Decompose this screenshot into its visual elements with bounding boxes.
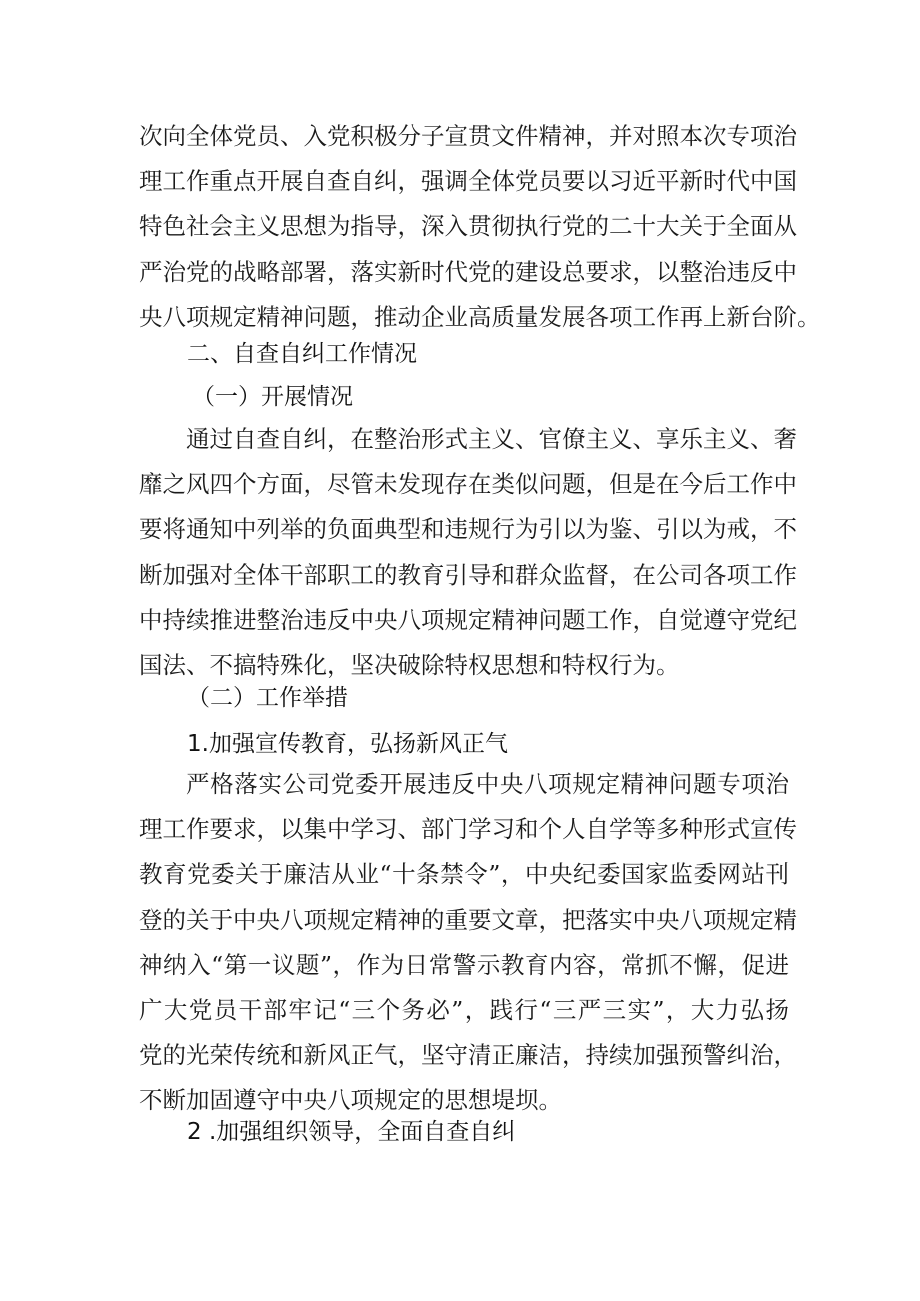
paragraph-line: 国法、不搞特殊化，坚决破除特权思想和特权行为。 xyxy=(139,651,680,680)
paragraph-line: 特色社会主义思想为指导，深入贯彻执行党的二十大关于全面从 xyxy=(139,212,797,241)
paragraph-line: 靡之风四个方面，尽管未发现存在类似问题，但是在今后工作中 xyxy=(139,470,797,499)
progress-paragraph xyxy=(139,417,797,688)
paragraph-line: 次向全体党员、入党积极分子宣贯文件精神，并对照本次专项治 xyxy=(139,122,797,150)
paragraph-line: 中持续推进整治违反中央八项规定精神问题工作，自觉遵守党纪 xyxy=(139,605,797,634)
paragraph-line: 通过自查自纠，在整治形式主义、官僚主义、享乐主义、奢 xyxy=(186,425,797,453)
intro-paragraph xyxy=(139,114,821,340)
item-heading: 2 .加强组织领导，全面自查自纠 xyxy=(187,1119,516,1145)
paragraph-line: 党的光荣传统和新风正气，坚守清正廉洁，持续加强预警纠治， xyxy=(139,1041,797,1070)
paragraph-line: 不断加固遵守中央八项规定的思想堤坝。 xyxy=(139,1086,562,1115)
subsection-heading: （一）开展情况 xyxy=(192,384,353,410)
paragraph-line: 广大党员干部牢记“三个务必”，践行“三严三实”，大力弘扬 xyxy=(139,996,789,1025)
subsection-heading: （二）工作举措 xyxy=(187,685,348,711)
paragraph-line: 登的关于中央八项规定精神的重要文章，把落实中央八项规定精 xyxy=(139,905,797,934)
paragraph-line: 理工作要求，以集中学习、部门学习和个人自学等多种形式宣传 xyxy=(139,815,797,844)
paragraph-line: 神纳入“第一议题”，作为日常警示教育内容，常抓不懈，促进 xyxy=(139,950,789,979)
paragraph-line: 央八项规定精神问题，推动企业高质量发展各项工作再上新台阶。 xyxy=(139,302,821,331)
paragraph-line: 断加强对全体干部职工的教育引导和群众监督，在公司各项工作 xyxy=(139,560,797,589)
section-heading: 二、自查自纠工作情况 xyxy=(187,341,417,367)
item-heading: 1.加强宣传教育，弘扬新风正气 xyxy=(187,731,508,757)
paragraph-line: 严治党的战略部署，落实新时代党的建设总要求，以整治违反中 xyxy=(139,257,797,286)
measures-paragraph xyxy=(139,762,797,1124)
paragraph-line: 理工作重点开展自查自纠，强调全体党员要以习近平新时代中国 xyxy=(139,167,797,196)
paragraph-line: 要将通知中列举的负面典型和违规行为引以为鉴、引以为戒，不 xyxy=(139,515,797,544)
paragraph-line: 教育党委关于廉洁从业“十条禁令”，中央纪委国家监委网站刊 xyxy=(139,860,789,889)
paragraph-line: 严格落实公司党委开展违反中央八项规定精神问题专项治 xyxy=(186,770,789,798)
